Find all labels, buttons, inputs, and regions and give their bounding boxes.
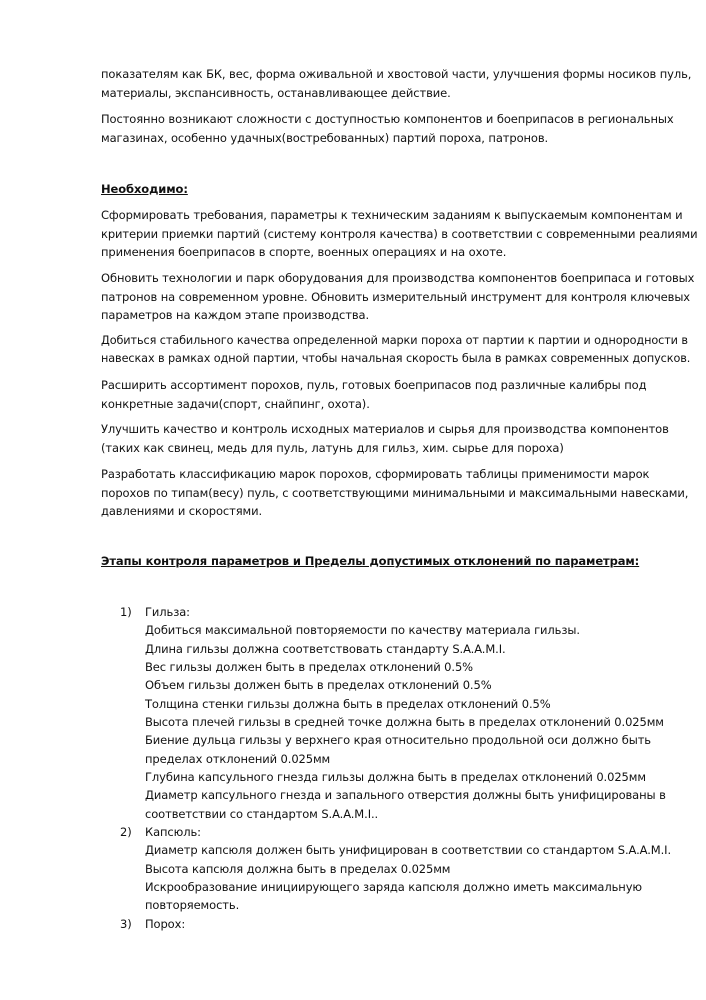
- list-item-line: пределах отклонений 0.025мм: [145, 752, 331, 766]
- list-item-line: Высота капсюля должна быть в пределах 0.025мм: [145, 862, 451, 876]
- list-item-line: Вес гильзы должен быть в пределах отклонений 0.5%: [145, 660, 473, 674]
- list-item-line: соответствии со стандартом S.A.A.M.I..: [145, 807, 379, 821]
- list-item-line: Диаметр капсюля должен быть унифицирован в соответствии со стандартом S.A.A.M.I.: [145, 843, 672, 857]
- list-item-line: Диаметр капсульного гнезда и запального отверстия должны быть унифицированы в: [145, 788, 666, 802]
- section-heading-stages: Этапы контроля параметров и Пределы допустимых отклонений по параметрам:: [101, 554, 640, 568]
- needs-line: параметров на каждом этапе производства.: [101, 308, 370, 322]
- intro-line: магазинах, особенно удачных(востребованных) партий пороха, патронов.: [101, 131, 549, 145]
- list-item-line: повторяемость.: [145, 898, 240, 912]
- list-number: 3): [120, 917, 132, 931]
- needs-line: патронов на современном уровне. Обновить измерительный инструмент для контроля ключевых: [101, 290, 691, 304]
- intro-line: Постоянно возникают сложности с доступностью компонентов и боеприпасов в региональных: [101, 112, 674, 126]
- needs-line: критерии приемки партий (систему контроля качества) в соответствии с современными реалиями: [101, 227, 698, 241]
- needs-line: навесках в рамках одной партии, чтобы начальная скорость была в рамках современных допусков.: [101, 352, 691, 365]
- intro-line: материалы, экспансивность, останавливающее действие.: [101, 86, 451, 100]
- needs-line: Сформировать требования, параметры к техническим заданиям к выпускаемым компонентам и: [101, 208, 683, 222]
- list-item-line: Длина гильзы должна соответствовать стандарту S.A.A.M.I.: [145, 642, 506, 656]
- list-item-title: Порох:: [145, 917, 186, 931]
- section-heading-needs: Необходимо:: [101, 182, 188, 196]
- needs-line: (таких как свинец, медь для пуль, латунь для гильз, хим. сырье для пороха): [101, 441, 564, 455]
- needs-line: Разработать классификацию марок порохов, сформировать таблицы применимости марок: [101, 467, 650, 481]
- needs-line: Расширить ассортимент порохов, пуль, готовых боеприпасов под различные калибры под: [101, 378, 647, 392]
- needs-line: Добиться стабильного качества определенной марки пороха от партии к партии и однородности в: [101, 334, 688, 347]
- list-item-line: Искрообразование инициирующего заряда капсюля должно иметь максимальную: [145, 880, 643, 894]
- list-item-line: Биение дульца гильзы у верхнего края относительно продольной оси должно быть: [145, 733, 651, 747]
- list-item-line: Объем гильзы должен быть в пределах отклонений 0.5%: [145, 678, 492, 692]
- needs-line: давлениями и скоростями.: [101, 504, 263, 518]
- intro-line: показателям как БК, вес, форма оживальной и хвостовой части, улучшения формы носиков пуль,: [101, 67, 692, 81]
- needs-line: Улучшить качество и контроль исходных материалов и сырья для производства компонентов: [101, 422, 669, 436]
- list-item-line: Высота плечей гильзы в средней точке должна быть в пределах отклонений 0.025мм: [145, 715, 664, 729]
- list-item-title: Капсюль:: [145, 825, 201, 839]
- needs-line: Обновить технологии и парк оборудования для производства компонентов боеприпаса и готовых: [101, 271, 695, 285]
- list-number: 2): [120, 825, 132, 839]
- list-item-line: Глубина капсульного гнезда гильзы должна быть в пределах отклонений 0.025мм: [145, 770, 646, 784]
- needs-line: применения боеприпасов в спорте, военных операциях и на охоте.: [101, 245, 507, 259]
- needs-line: порохов по типам(весу) пуль, с соответствующими минимальными и максимальными навесками,: [101, 486, 689, 500]
- list-item-title: Гильза:: [145, 605, 190, 619]
- list-number: 1): [120, 605, 132, 619]
- list-item-line: Толщина стенки гильзы должна быть в пределах отклонений 0.5%: [145, 697, 551, 711]
- list-item-line: Добиться максимальной повторяемости по качеству материала гильзы.: [145, 623, 580, 637]
- needs-line: конкретные задачи(спорт, снайпинг, охота).: [101, 397, 370, 411]
